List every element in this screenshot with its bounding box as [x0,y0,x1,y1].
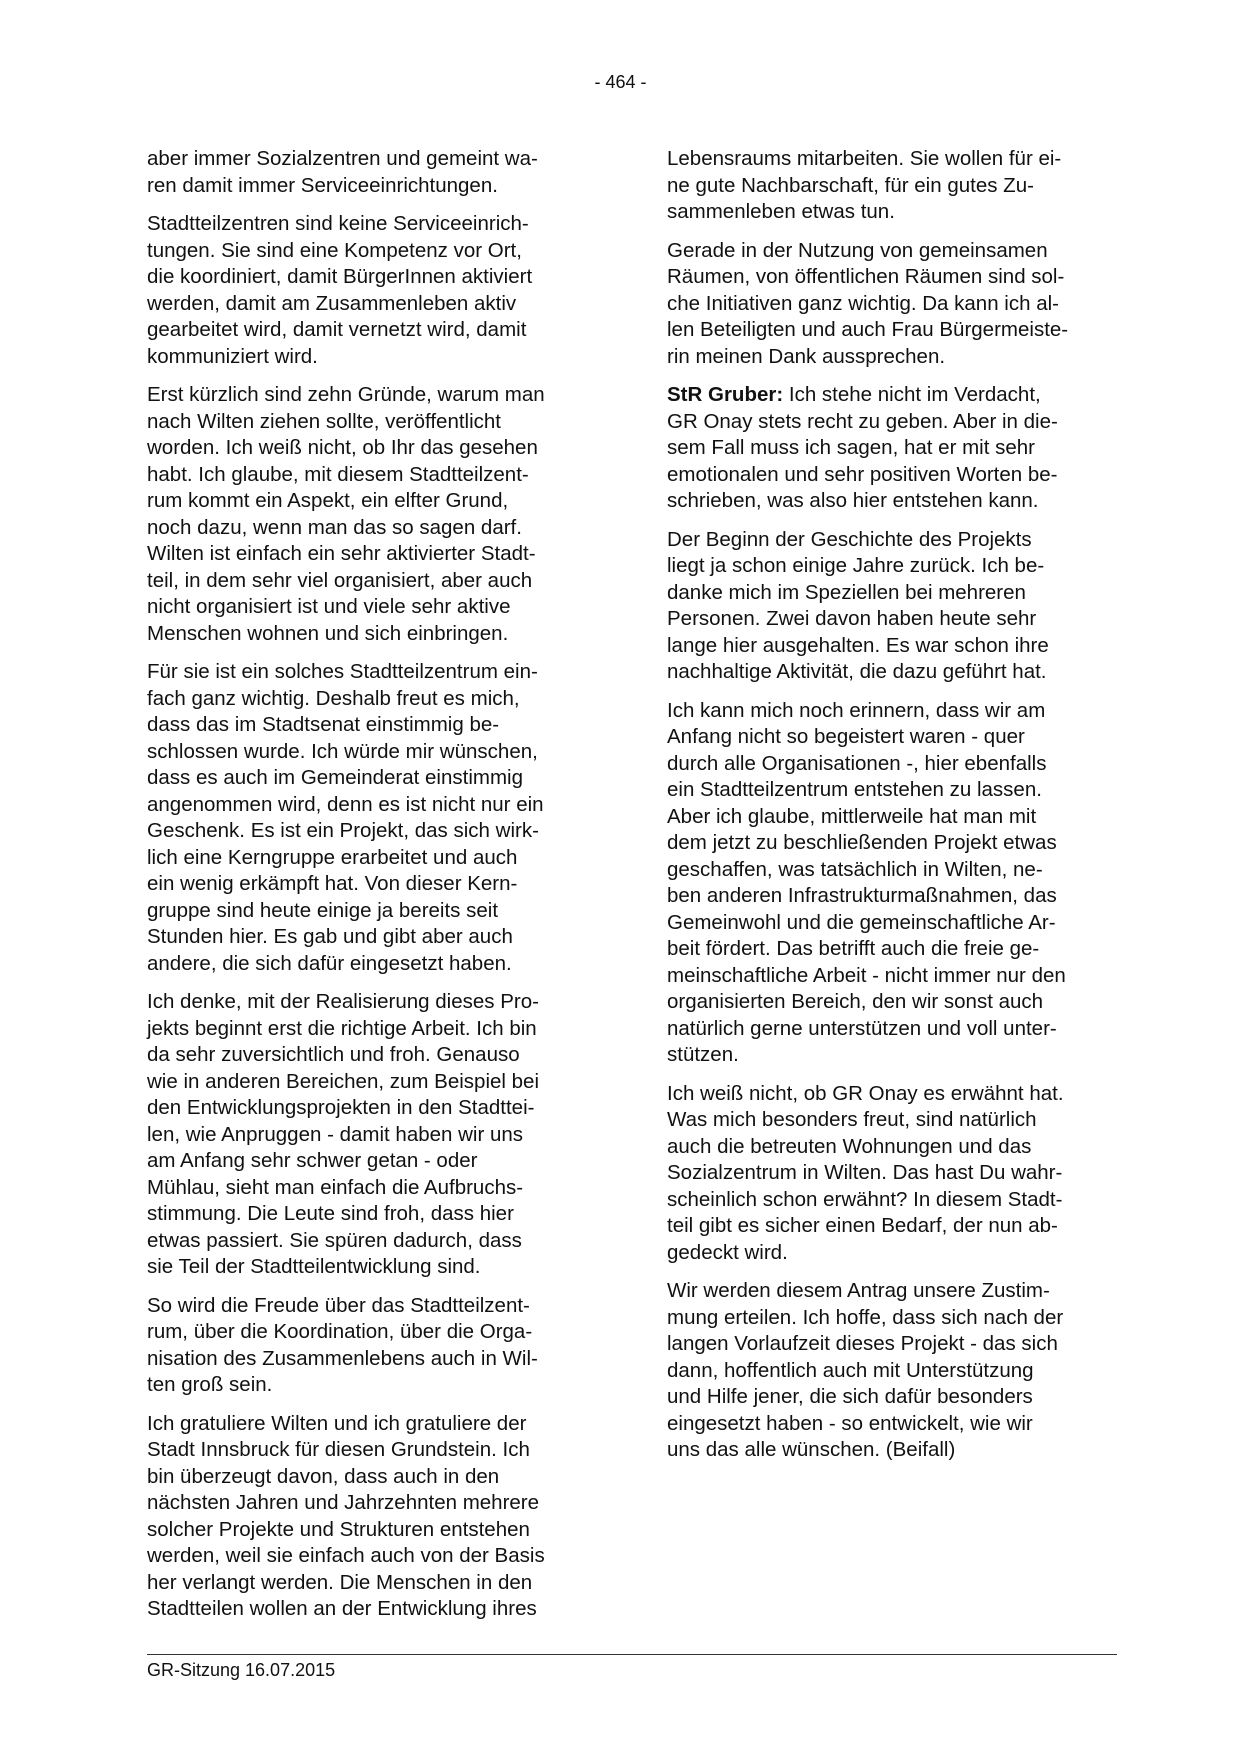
speaker-paragraph [667,382,1117,515]
footer-divider [147,1654,1117,1655]
paragraph: aber immer Sozialzentren und gemeint wa- ren damit immer Serviceeinrichtungen. [147,147,538,197]
paragraph: Ich gratuliere Wilten und ich gratuliere der Stadt Innsbruck für diesen Grundstein. Ich bin überzeugt davon, dass auch in den nächsten Jahren und Jahrzehnten mehrere solcher Projekte und Strukturen entstehen werden, weil sie einfach auch von der Basis her verlangt werden. Die Menschen in den Stadtteilen wollen an der Entwicklung ihres [147,1411,545,1620]
paragraph: Erst kürzlich sind zehn Gründe, warum man nach Wilten ziehen sollte, veröffentlicht worden. Ich weiß nicht, ob Ihr das gesehen habt. Ich glaube, mit diesem Stadtteilzent- rum kommt ein Aspekt, ein elfter Grund, noch dazu, wenn man das so sagen darf. Wilten ist einfach ein sehr aktivierter Stadt- teil, in dem sehr viel organisiert, aber auch nicht organisiert ist und viele sehr aktive Menschen wohnen und sich einbringen. [147,383,545,645]
right-column [667,146,1117,1476]
speaker-name: StR Gruber: [667,383,784,406]
paragraph: Für sie ist ein solches Stadtteilzentrum ein- fach ganz wichtig. Deshalb freut es mich, dass das im Stadtsenat einstimmig be- schlossen wurde. Ich würde mir wünschen, dass es auch im Gemeinderat einstimmig angenommen wird, denn es ist nicht nur ein Geschenk. Es ist ein Projekt, das sich wirk- lich eine Kerngruppe erarbeitet und auch ein wenig erkämpft hat. Von dieser Kern- gruppe sind heute einige ja bereits seit Stunden hier. Es gab und gibt aber auch andere, die sich dafür eingesetzt haben. [147,660,544,975]
paragraph: Ich weiß nicht, ob GR Onay es erwähnt hat. Was mich besonders freut, sind natürlich auch die betreuten Wohnungen und das Sozialzentrum in Wilten. Das hast Du wahr- scheinlich schon erwähnt? In diesem Stadt- teil gibt es sicher einen Bedarf, der nun ab- gedeckt wird. [667,1081,1064,1264]
paragraph: So wird die Freude über das Stadtteilzent- rum, über die Koordination, über die Orga- nisation des Zusammenlebens auch in Wil- ten groß sein. [147,1293,538,1396]
left-column [147,146,597,1635]
footer-text: GR-Sitzung 16.07.2015 [147,1660,336,1680]
page-number: - 464 - [594,72,647,92]
speaker-statement: Ich stehe nicht im Verdacht, GR Onay stets recht zu geben. Aber in die- sem Fall muss ich sagen, hat er mit sehr emotionalen und sehr positiven Worten be- schrieben, was also hier entstehen kann. [667,383,1058,512]
paragraph: Wir werden diesem Antrag unsere Zustim- mung erteilen. Ich hoffe, dass sich nach der langen Vorlaufzeit dieses Projekt - das sich dann, hoffentlich auch mit Unterstützung und Hilfe jener, die sich dafür besonders eingesetzt haben - so entwickelt, wie wir uns das alle wünschen. (Beifall) [667,1279,1064,1461]
paragraph: Stadtteilzentren sind keine Serviceeinrich- tungen. Sie sind eine Kompetenz vor Ort, die koordiniert, damit BürgerInnen aktiviert werden, damit am Zusammenleben aktiv gearbeitet wird, damit vernetzt wird, damit kommuniziert wird. [147,212,533,368]
paragraph: Ich denke, mit der Realisierung dieses Pro- jekts beginnt erst die richtige Arbeit. Ich bin da sehr zuversichtlich und froh. Genauso wie in anderen Bereichen, zum Beispiel bei den Entwicklungsprojekten in den Stadttei- len, wie Anpruggen - damit haben wir uns am Anfang sehr schwer getan - oder Mühlau, sieht man einfach die Aufbruchs- stimmung. Die Leute sind froh, dass hier etwas passiert. Sie spüren dadurch, dass sie Teil der Stadtteilentwicklung sind. [147,990,540,1278]
paragraph: Der Beginn der Geschichte des Projekts liegt ja schon einige Jahre zurück. Ich be- danke mich im Speziellen bei mehreren Personen. Zwei davon haben heute sehr lange hier ausgehalten. Es war schon ihre nachhaltige Aktivität, die dazu geführt hat. [667,527,1049,683]
paragraph: Ich kann mich noch erinnern, dass wir am Anfang nicht so begeistert waren - quer durch alle Organisationen -, hier ebenfalls ein Stadtteilzentrum entstehen zu lassen. Aber ich glaube, mittlerweile hat man mit dem jetzt zu beschließenden Projekt etwas geschaffen, was tatsächlich in Wilten, ne- ben anderen Infrastrukturmaßnahmen, das Gemeinwohl und die gemeinschaftliche Ar- beit fördert. Das betrifft auch die freie ge- meinschaftliche Arbeit - nicht immer nur den organisierten Bereich, den wir sonst auch natürlich gerne unterstützen und voll unter- stützen. [667,698,1066,1066]
paragraph: Gerade in der Nutzung von gemeinsamen Räumen, von öffentlichen Räumen sind sol- che Initiativen ganz wichtig. Da kann ich al- len Beteiligten und auch Frau Bürgermeiste- rin meinen Dank aussprechen. [667,238,1069,368]
paragraph: Lebensraums mitarbeiten. Sie wollen für ei- ne gute Nachbarschaft, für ein gutes Zu- sammenleben etwas tun. [667,147,1062,223]
